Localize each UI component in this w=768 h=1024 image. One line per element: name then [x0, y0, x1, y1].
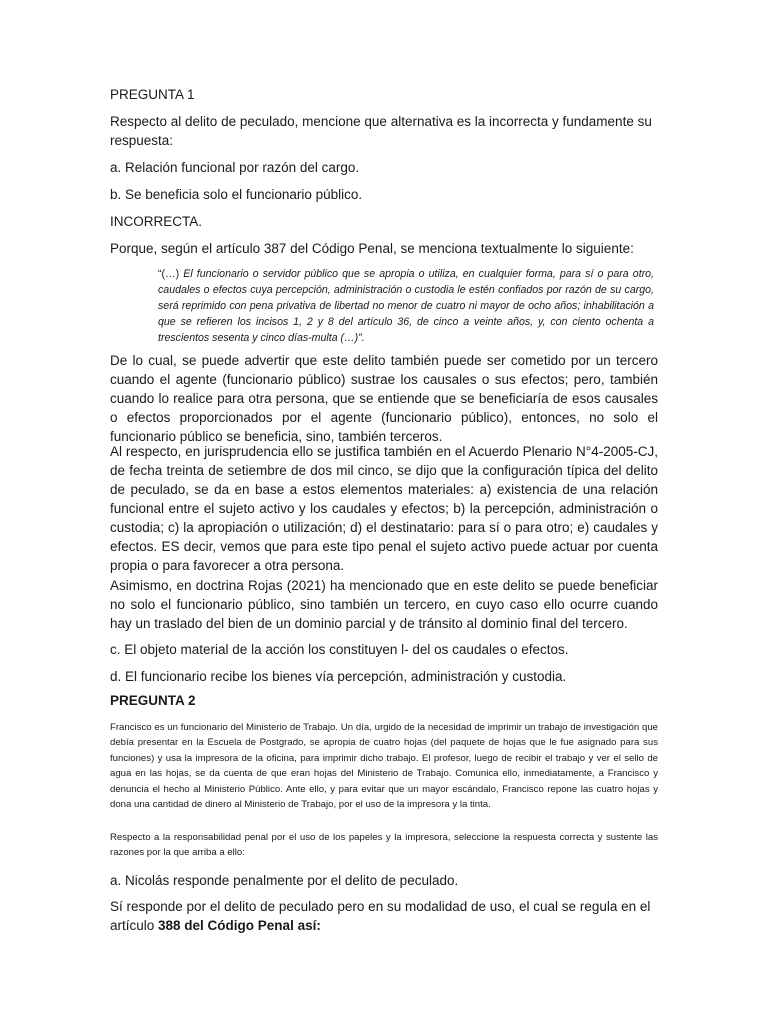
case-statement: Francisco es un funcionario del Ministerio de Trabajo. Un día, urgido de la necesidad de imprimir un trabajo de investigación que debía presentar en la Escuela de Postgrado, se apropia de cuatro hojas (del paquete de hojas que le fue asignado para sus funciones) y usa la impresora de la oficina, para imprimir dicho trabajo. El profesor, luego de recibir el trabajo y ver el sello de agua en las hojas, se da cuenta de que eran hojas del Ministerio de Trabajo. Comunica ello, inmediatamente, a Francisco y denuncia el hecho al Ministerio Público. Ante ello, y para evitar que un mayor escándalo, Francisco repone las cuatro hojas y dona una cantidad de dinero al Ministerio de Trabajo, por el uso de la impresora y la tinta. [110, 722, 658, 811]
analysis-paragraph-3: Asimismo, en doctrina Rojas (2021) ha mencionado que en este delito se puede beneficiar no solo el funcionario público, sino también un tercero, en cuyo caso ello ocurre cuando hay un traslado del bien de un dominio parcial y de tránsito al dominio final del tercero. [110, 578, 658, 631]
question-2-option-a: a. Nicolás responde penalmente por el delito de peculado. [110, 873, 459, 888]
verdict-incorrect: INCORRECTA. [110, 214, 203, 229]
analysis-paragraph-1: De lo cual, se puede advertir que este delito también puede ser cometido por un tercero cuando el agente (funcionario público) sustrae los causales o sus efectos; pero, también cuando lo realice para otra persona, que se entiende que se beneficiaría de esos causales o efectos proporcionados por el agente (funcionario público), entonces, no solo el funcionario público se beneficia, sino, también terceros. [110, 353, 658, 444]
quote-text: El funcionario o servidor público que se apropia o utiliza, en cualquier forma, para sí o para otro, caudales o efectos cuya percepción, administración o custodia le estén confiados por razón de su cargo, será reprimido con pena privativa de libertad no menor de cuatro ni mayor de ocho años; inhabilitación a que se refieren los incisos 1, 2 y 8 del artículo 36, de cinco a veinte años, y, con ciento ochenta a trescientos sesenta y cinco días-multa (…)”. [158, 268, 655, 344]
question-2-answer [110, 897, 658, 935]
option-a: a. Relación funcional por razón del cargo. [110, 160, 360, 175]
question-2-heading: PREGUNTA 2 [110, 693, 196, 708]
answer-article-ref: 388 del Código Penal así: [158, 918, 321, 933]
option-c: c. El objeto material de la acción los constituyen l- del os caudales o efectos. [110, 642, 569, 657]
question-1-heading: PREGUNTA 1 [110, 87, 195, 102]
question-2-prompt: Respecto a la responsabilidad penal por el uso de los papeles y la impresora, seleccione la respuesta correcta y sustente las razones por la que arriba a ello: [110, 832, 658, 859]
reason-intro: Porque, según el artículo 387 del Código Penal, se menciona textualmente lo siguiente: [110, 241, 634, 256]
option-d: d. El funcionario recibe los bienes vía percepción, administración y custodia. [110, 669, 567, 684]
article-387-quote [158, 266, 654, 346]
option-b: b. Se beneficia solo el funcionario público. [110, 187, 363, 202]
quote-open: “(…) [158, 268, 184, 280]
answer-text: Sí responde por el delito de peculado pero en su modalidad de uso, el cual se regula en el artículo [110, 899, 651, 933]
question-1-prompt: Respecto al delito de peculado, mencione que alternativa es la incorrecta y fundamente su respuesta: [110, 114, 652, 148]
analysis-paragraph-2: Al respecto, en jurisprudencia ello se justifica también en el Acuerdo Plenario N°4-2005-CJ, de fecha treinta de setiembre de dos mil cinco, se dijo que la configuración típica del delito de peculado, se da en base a estos elementos materiales: a) existencia de una relación funcional entre el sujeto activo y los caudales y efectos; b) la percepción, administración o custodia; c) la apropiación o utilización; d) el destinatario: para sí o para otro; e) caudales y efectos. ES decir, vemos que para este tipo penal el sujeto activo puede actuar por cuenta propia o para favorecer a otra persona. [110, 444, 658, 573]
